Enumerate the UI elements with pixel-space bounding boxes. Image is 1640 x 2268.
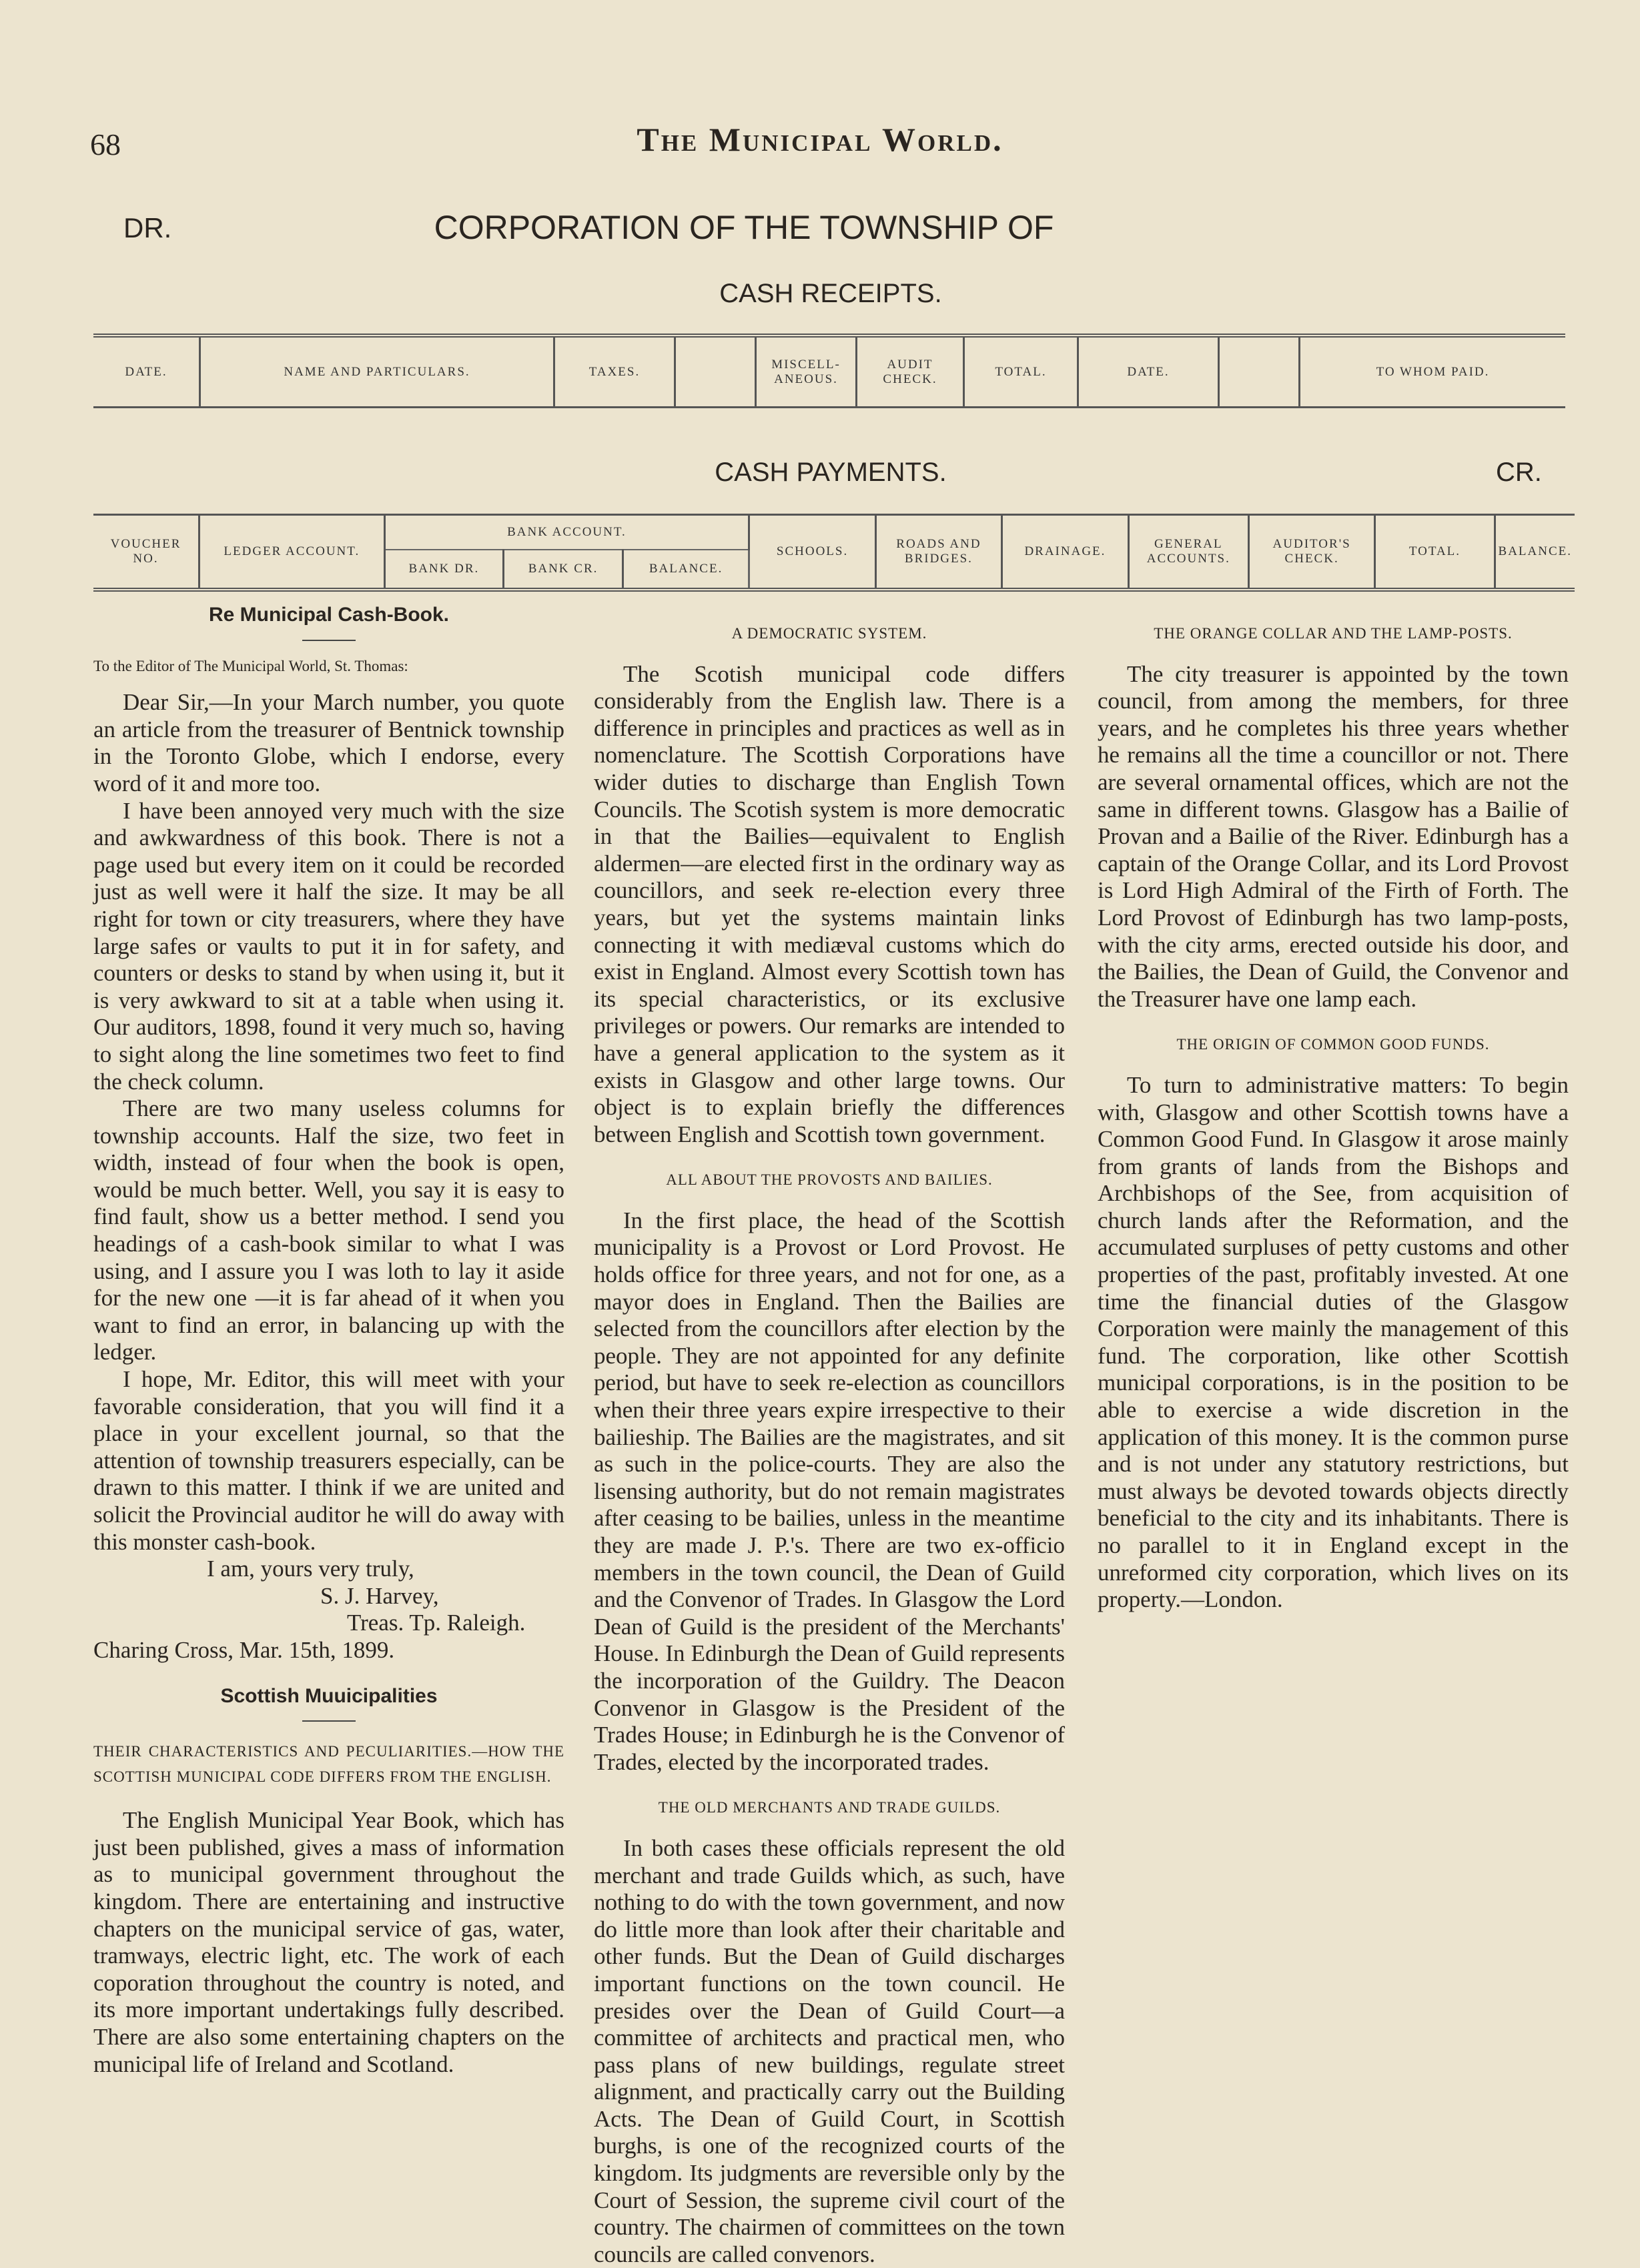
masthead: The Municipal World. bbox=[637, 121, 1003, 158]
header-taxes: TAXES. bbox=[554, 336, 675, 408]
letter-paragraph: I hope, Mr. Editor, this will meet with your favorable consideration, that you will find it a place in your excellent journal, so that the attention of township treasurers especially, can be drawn to this matter. I think if we are united and solicit the Provincial auditor he will do away with this monster cash-book. bbox=[93, 1366, 564, 1555]
heading-rule bbox=[302, 1720, 356, 1722]
article-paragraph: The Scotish municipal code differs considerably from the English law. There is a difference in principles and practices as well as in nomenclature. The Scottish Corporations have wider duties to discharge than English Town Councils. The Scotish system is more democratic in that the Bailies—equivalent to English aldermen—are elected first in the ordinary way as councillors, and seek re-election every three years, but yet the systems maintain links connecting it with mediæval customs which do exist in England. Almost every Scottish town has its special characteristics, or its exclusive privileges or powers. Our remarks are intended to have a general application to the system as it exists in Glasgow and other large towns. Our object is to explain briefly the differences between English and Scottish town government. bbox=[594, 660, 1065, 1147]
header-voucher bbox=[93, 515, 199, 590]
header-ledger-account: LEDGER ACCOUNT. bbox=[199, 515, 385, 590]
header-general-accounts bbox=[1128, 515, 1248, 590]
header-roads-bridges bbox=[875, 515, 1001, 590]
header-to-whom-paid: TO WHOM PAID. bbox=[1300, 336, 1566, 408]
header-audit-check bbox=[857, 336, 964, 408]
header-bank-balance: BALANCE. bbox=[623, 550, 749, 590]
header-date-2: DATE. bbox=[1078, 336, 1219, 408]
header-roads-line1: ROADS AND bbox=[896, 537, 981, 551]
header-bank-account: BANK ACCOUNT. bbox=[384, 515, 749, 550]
letter-paragraph: There are two many useless columns for township accounts. Half the size, two feet in width, instead of four when the book is open, would be much better. Well, you say it is easy to find fault, show us a better method. I send you headings of a cash-book similar to what I was using, and I assure you I was loth to lay it aside for the new one —it is far ahead of it when you want to find an error, in balancing up with the ledger. bbox=[93, 1095, 564, 1365]
header-miscellaneous bbox=[756, 336, 857, 408]
header-roads-line2: BRIDGES. bbox=[904, 552, 973, 566]
header-misc-line1: MISCELL- bbox=[771, 357, 841, 372]
header-auditor-line2: CHECK. bbox=[1284, 552, 1339, 566]
section-title: ALL ABOUT THE PROVOSTS AND BAILIES. bbox=[666, 1171, 993, 1189]
letter-signature-title: Treas. Tp. Raleigh. bbox=[347, 1610, 526, 1636]
cash-payments-header-table bbox=[93, 514, 1575, 592]
header-voucher-line2: NO. bbox=[133, 552, 159, 566]
header-balance: BALANCE. bbox=[1495, 515, 1575, 590]
article-paragraph: The English Municipal Year Book, which has just been published, gives a mass of information as to municipal government throughout the kingdom. There are entertaining and instructive chapters on the municipal service of gas, water, tramways, electric light, etc. The work of each coporation throughout the country is noted, and its more important undertakings fully described. There are also some entertaining chapters on the municipal life of Ireland and Scotland. bbox=[93, 1807, 564, 2077]
header-audit-line1: AUDIT bbox=[887, 357, 933, 372]
letter-paragraph: I have been annoyed very much with the size and awkwardness of this book. There is not a page used but every item on it could be recorded just as well were it half the size. It may be all right for town or city treasurers, where they have large safes or vaults to put it in for safety, and counters or desks to stand by when using it, but it is very awkward to sit at a table when using it. Our auditors, 1898, found it very much so, having to sight along the line sometimes two feet to find the check column. bbox=[93, 797, 564, 1095]
header-total: TOTAL. bbox=[1375, 515, 1495, 590]
header-misc-line2: ANEOUS. bbox=[774, 372, 838, 386]
scottish-heading: Scottish Muuicipalities bbox=[220, 1684, 438, 1707]
heading-rule bbox=[302, 640, 356, 641]
article-paragraph: In both cases these officials represent the old merchant and trade Guilds which, as such, have nothing to do with the town government, and now do little more than look after their charitable and other funds. But the Dean of Guild discharges important functions on the town council. He presides over the Dean of Guild Court—a committee of architects and practical men, who pass plans of new buildings, regulate street alignment, and practically carry out the Building Acts. The Dean of Guild Court, in Scottish burghs, is one of the recognized courts of the kingdom. Its judgments are reversible only by the Court of Session, the supreme civil court of the country. The chairmen of committees on the town councils are called convenors. bbox=[594, 1834, 1065, 2267]
form-title: CORPORATION OF THE TOWNSHIP OF bbox=[434, 209, 1054, 246]
header-name-particulars: NAME AND PARTICULARS. bbox=[200, 336, 554, 408]
header-general-line1: GENERAL bbox=[1154, 537, 1223, 551]
column-3 bbox=[1098, 602, 1569, 1614]
section-title: THE ORIGIN OF COMMON GOOD FUNDS. bbox=[1176, 1036, 1490, 1053]
column-2 bbox=[594, 602, 1065, 2268]
cash-receipts-header-table bbox=[93, 334, 1565, 408]
letter-paragraph: Dear Sir,—In your March number, you quote an article from the treasurer of Bentnick township in the Toronto Globe, which I endorse, every word of it and more too. bbox=[93, 689, 564, 796]
page-number: 68 bbox=[90, 127, 121, 161]
receipts-title: CASH RECEIPTS. bbox=[719, 279, 942, 308]
header-audit-line2: CHECK. bbox=[883, 372, 937, 386]
header-auditors-check bbox=[1248, 515, 1375, 590]
dr-label: DR. bbox=[123, 212, 172, 243]
header-date: DATE. bbox=[93, 336, 200, 408]
header-bank-cr: BANK CR. bbox=[504, 550, 623, 590]
letter-signoff: I am, yours very truly, bbox=[207, 1556, 414, 1582]
header-blank-2 bbox=[1219, 336, 1300, 408]
header-voucher-line1: VOUCHER bbox=[110, 537, 181, 551]
header-bank-dr: BANK DR. bbox=[384, 550, 504, 590]
header-auditor-line1: AUDITOR'S bbox=[1272, 537, 1351, 551]
letter-salutation: To the Editor of The Municipal World, St. Thomas: bbox=[93, 657, 408, 674]
letter-signature-name: S. J. Harvey, bbox=[320, 1582, 439, 1609]
cr-label: CR. bbox=[1496, 458, 1542, 487]
section-title: THE OLD MERCHANTS AND TRADE GUILDS. bbox=[658, 1799, 1001, 1816]
header-blank bbox=[675, 336, 756, 408]
header-general-line2: ACCOUNTS. bbox=[1146, 552, 1230, 566]
column-1 bbox=[93, 602, 564, 2078]
header-total: TOTAL. bbox=[964, 336, 1078, 408]
scottish-subheading: THEIR CHARACTERISTICS AND PECULIARITIES.—HOW THE SCOTTISH MUNICIPAL CODE DIFFERS FROM THE ENGLISH. bbox=[93, 1743, 564, 1786]
article-paragraph: The city treasurer is appointed by the town council, from among the members, for three years, and he completes his three years whether he remains all the time a councillor or not. There are several ornamental offices, which are not the same in different towns. Glasgow has a Bailie of Provan and a Bailie of the River. Edinburgh has a captain of the Orange Collar, and its Lord Provost is Lord High Admiral of the Firth of Forth. The Lord Provost of Edinburgh has two lamp-posts, with the city arms, erected outside his door, and the Bailies, the Dean of Guild, the Convenor and the Treasurer have one lamp each. bbox=[1098, 660, 1569, 1012]
section-title: THE ORANGE COLLAR AND THE LAMP-POSTS. bbox=[1154, 625, 1513, 642]
article-paragraph: In the first place, the head of the Scottish municipality is a Provost or Lord Provost. He holds office for three years, and not for one, as a mayor does in England. Then the Bailies are selected from the councillors after election by the people. They are not appointed for any definite period, but have to seek re-election as councillors when their three years expire irrespective to their bailieship. The Bailies are the magistrates, and sit as such in the police-courts. They are also the lisensing authority, but do not remain magistrates after ceasing to be bailies, unless in the meantime they are made J. P.'s. There are two ex-officio members in the town council, the Dean of Guild and the Convenor of Trades. In Glasgow the Lord Dean of Guild is the president of the Merchants' House. In Edinburgh the Dean of Guild represents the incorporation of the Guildry. The Deacon Convenor in Glasgow is the President of the Trades House; in Edinburgh he is the Convenor of Trades, elected by the incorporated trades. bbox=[594, 1207, 1065, 1775]
header-drainage: DRAINAGE. bbox=[1002, 515, 1129, 590]
letter-place-date: Charing Cross, Mar. 15th, 1899. bbox=[93, 1636, 395, 1663]
section-title: A DEMOCRATIC SYSTEM. bbox=[731, 625, 927, 642]
letter-heading: Re Municipal Cash-Book. bbox=[208, 604, 450, 626]
header-schools: SCHOOLS. bbox=[749, 515, 875, 590]
payments-title: CASH PAYMENTS. bbox=[715, 458, 947, 487]
article-paragraph: To turn to administrative matters: To begin with, Glasgow and other Scottish towns have a Common Good Fund. In Glasgow it arose mainly from grants of lands from the Bishops and Archbishops of the See, from acquisition of church lands after the Reformation, and the accumulated surpluses of petty customs and other properties of the past, profitably invested. At one time the financial duties of the Glasgow Corporation were mainly the management of this fund. The corporation, like other Scottish municipal corporations, is in the position to be able to exercise a wide discretion in the application of this money. It is the common purse and is not under any statutory restrictions, but must always be devoted towards objects directly beneficial to the city and its inhabitants. There is no parallel to it in England except in the unreformed city corporation, which lives on its property.—London. bbox=[1098, 1071, 1569, 1613]
